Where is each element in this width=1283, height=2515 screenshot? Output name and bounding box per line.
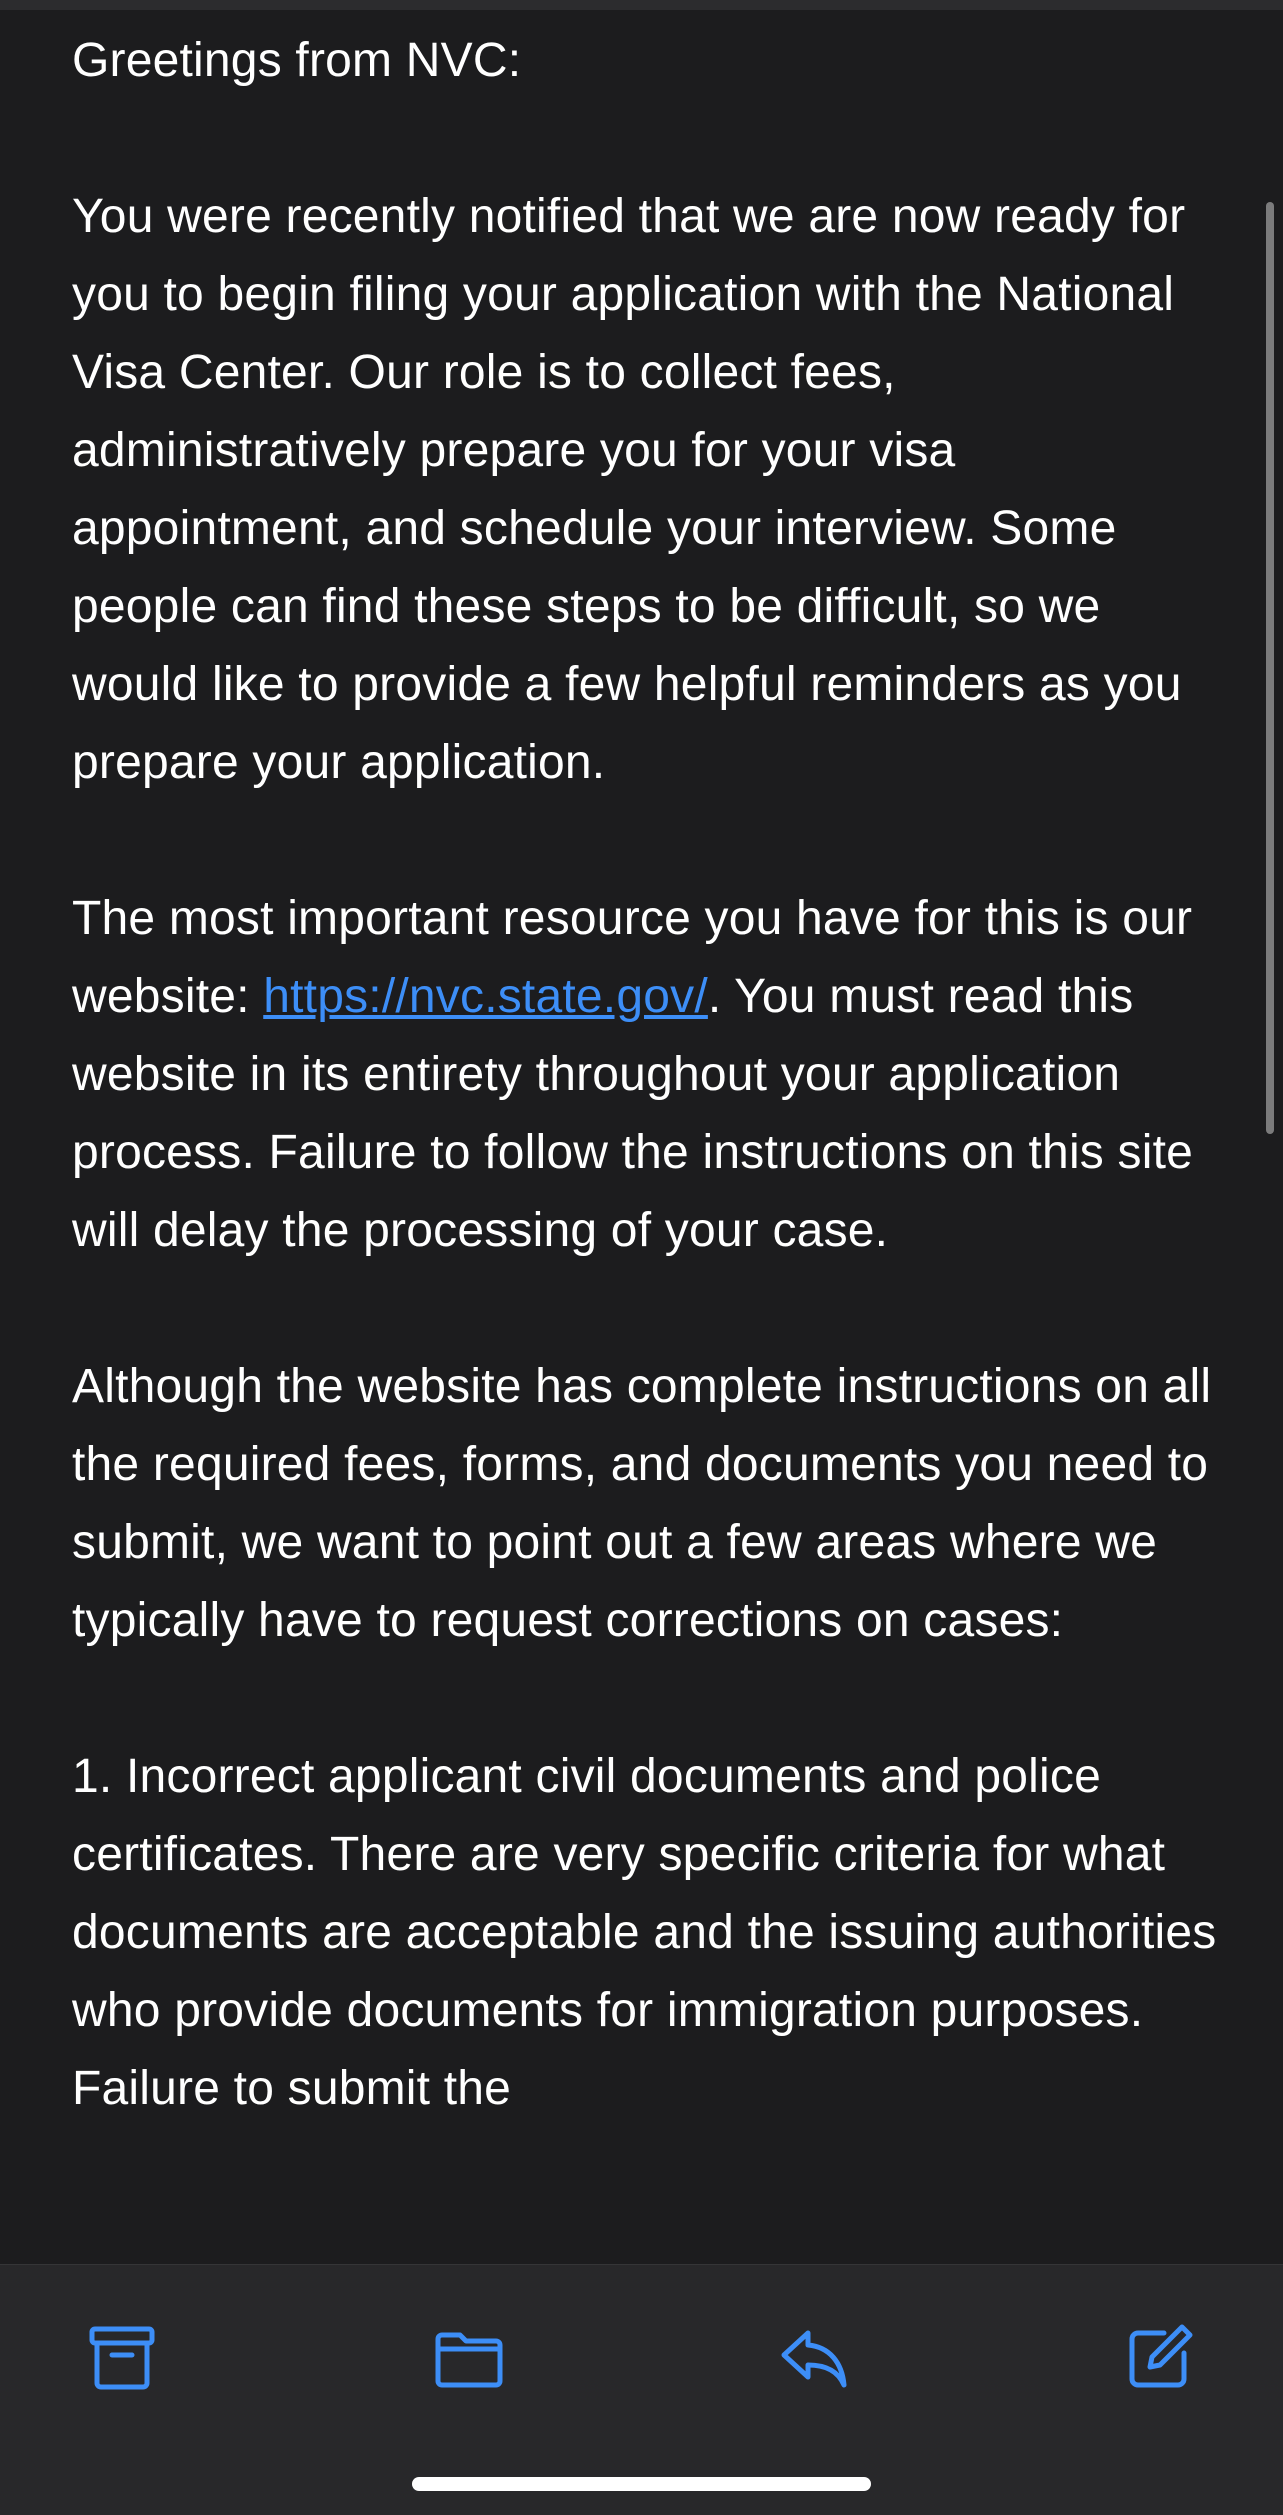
reply-button[interactable] <box>774 2317 854 2397</box>
compose-button[interactable] <box>1120 2317 1200 2397</box>
nvc-website-link[interactable]: https://nvc.state.gov/ <box>263 970 708 1023</box>
folder-icon <box>433 2321 505 2393</box>
bottom-toolbar <box>0 2264 1283 2515</box>
email-greeting: Greetings from NVC: <box>72 34 522 87</box>
archive-box-icon <box>86 2321 158 2393</box>
paragraph-2-text-start: The most important resource you have for this is our website: <box>72 892 1193 1023</box>
compose-icon <box>1124 2321 1196 2393</box>
home-indicator[interactable] <box>412 2477 871 2491</box>
email-paragraph-2 <box>72 880 1222 1270</box>
move-to-folder-button[interactable] <box>429 2317 509 2397</box>
email-body[interactable] <box>72 22 1222 2206</box>
reply-icon <box>778 2321 850 2393</box>
email-paragraph-1: You were recently notified that we are now ready for you to begin filing your application with the National Visa Center. Our role is to collect fees, administratively prepare you for your visa appointment, and schedule your interview. Some people can find these steps to be difficult, so we would like to provide a few helpful reminders as you prepare your application. <box>72 190 1186 789</box>
email-paragraph-3: Although the website has complete instructions on all the required fees, forms, and documents you need to submit, we want to point out a few areas where we typically have to request corrections on cases: <box>72 1360 1212 1647</box>
top-edge <box>0 0 1283 10</box>
paragraph-2-text-end: . You must read this website in its entirety throughout your application process. Failure to follow the instructions on this site will delay the processing of your case. <box>72 970 1194 1257</box>
email-paragraph-4: 1. Incorrect applicant civil documents and police certificates. There are very specific criteria for what documents are acceptable and the issuing authorities who provide documents for immigration purposes. Failure to submit the <box>72 1750 1217 2115</box>
archive-button[interactable] <box>82 2317 162 2397</box>
scrollbar-thumb[interactable] <box>1266 202 1274 1134</box>
